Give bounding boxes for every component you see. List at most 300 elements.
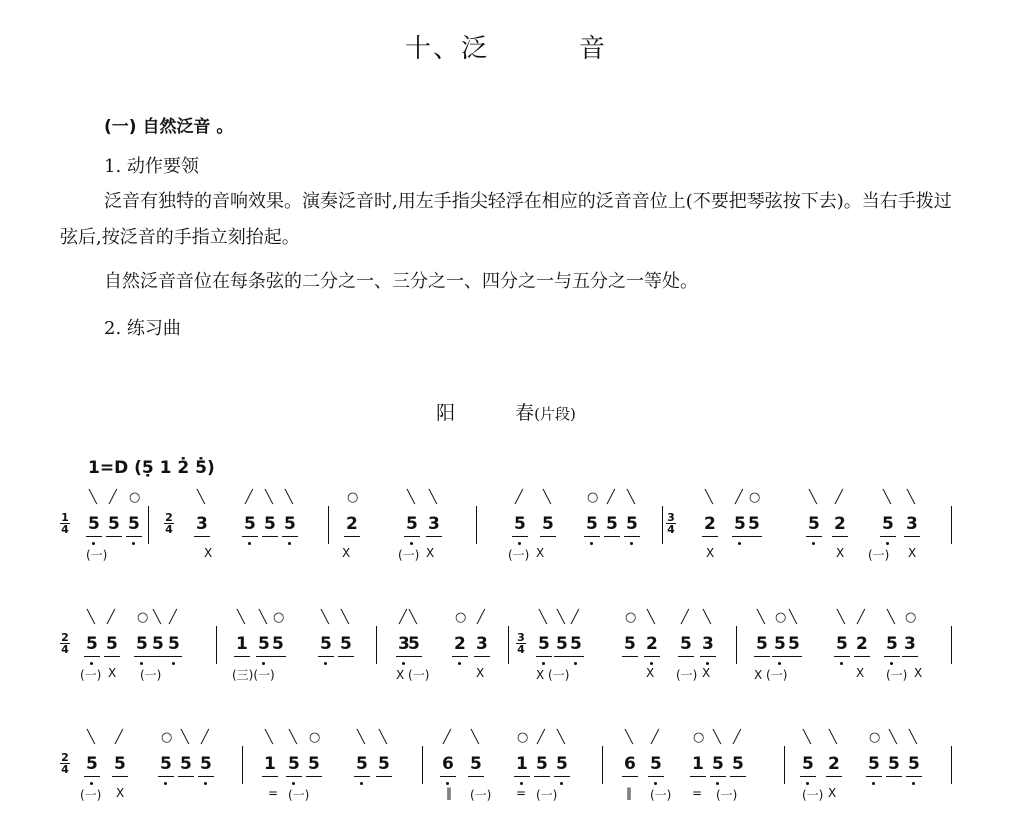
bar-line xyxy=(476,506,477,544)
articulation-mark: ╱ xyxy=(399,610,407,625)
articulation-mark: ╱ xyxy=(443,730,451,745)
technique-mark: X xyxy=(908,546,917,560)
articulation-mark: ○ xyxy=(309,730,321,745)
technique-mark: (一) xyxy=(716,788,738,802)
note: 5 xyxy=(288,754,300,774)
articulation-mark: ╱ xyxy=(169,610,177,625)
bar-line xyxy=(951,506,952,544)
articulation-mark: ╱ xyxy=(515,490,523,505)
articulation-mark: ╱ xyxy=(651,730,659,745)
underline xyxy=(86,536,102,537)
underline xyxy=(754,656,770,657)
technique-mark: (一) xyxy=(650,788,672,802)
articulation-mark: ╲ xyxy=(883,490,891,505)
articulation-mark: ○ xyxy=(749,490,761,505)
articulation-mark: ╲ xyxy=(407,490,415,505)
underline xyxy=(644,656,660,657)
technique-mark: X (一) xyxy=(536,668,570,682)
underline xyxy=(700,656,716,657)
octave-dot xyxy=(262,662,265,665)
articulation-mark: ╱ xyxy=(245,490,253,505)
octave-dot xyxy=(360,782,363,785)
note: 5 xyxy=(108,514,120,534)
note: 2 xyxy=(454,634,466,654)
note: 5 xyxy=(168,634,180,654)
note: 3 xyxy=(428,514,440,534)
articulation-mark: ╲ xyxy=(907,490,915,505)
underline xyxy=(800,776,816,777)
octave-dot xyxy=(806,782,809,785)
technique-mark: X xyxy=(204,546,213,560)
underline xyxy=(474,656,490,657)
note: 5 xyxy=(586,514,598,534)
octave-dot xyxy=(132,542,135,545)
underline xyxy=(134,656,150,657)
item-heading-2: 2. 练习曲 xyxy=(104,318,181,339)
technique-mark: (一) xyxy=(886,668,908,682)
technique-mark: (一) xyxy=(470,788,492,802)
underline xyxy=(106,536,122,537)
note: 5 xyxy=(136,634,148,654)
articulation-mark: ╲ xyxy=(647,610,655,625)
underline xyxy=(468,776,484,777)
note: 2 xyxy=(646,634,658,654)
technique-mark: (一) xyxy=(868,548,890,562)
octave-dot xyxy=(590,542,593,545)
technique-mark: X xyxy=(836,546,845,560)
octave-dot xyxy=(738,542,741,545)
articulation-mark: ○ xyxy=(587,490,599,505)
note: 5 xyxy=(378,754,390,774)
underline xyxy=(452,656,468,657)
articulation-mark: ╲ xyxy=(837,610,845,625)
octave-dot xyxy=(840,662,843,665)
articulation-mark: ╱ xyxy=(107,610,115,625)
bar-line xyxy=(216,626,217,664)
underline xyxy=(242,536,258,537)
technique-mark: X xyxy=(476,666,485,680)
technique-mark: (一) xyxy=(80,788,102,802)
articulation-mark: ╲ xyxy=(357,730,365,745)
articulation-mark: ╲ xyxy=(539,610,547,625)
note: 5 xyxy=(536,754,548,774)
underline xyxy=(150,656,166,657)
underline xyxy=(554,776,570,777)
bar-line xyxy=(784,746,785,784)
underline xyxy=(826,776,842,777)
articulation-mark: ╲ xyxy=(87,730,95,745)
note: 5 xyxy=(340,634,352,654)
piece-title: 阳 春(片段) xyxy=(436,402,576,424)
technique-mark: X xyxy=(108,666,117,680)
bar-line xyxy=(736,626,737,664)
underline xyxy=(786,656,802,657)
paragraph-2: 自然泛音音位在每条弦的二分之一、三分之一、四分之一与五分之一等处。 xyxy=(104,271,698,292)
octave-dot xyxy=(520,782,523,785)
articulation-mark: ╲ xyxy=(153,610,161,625)
underline xyxy=(702,536,718,537)
octave-dot xyxy=(630,542,633,545)
note: 5 xyxy=(114,754,126,774)
articulation-mark: ╲ xyxy=(803,730,811,745)
note: 5 xyxy=(356,754,368,774)
note: 2 xyxy=(828,754,840,774)
articulation-mark: ○ xyxy=(517,730,529,745)
articulation-mark: ╱ xyxy=(109,490,117,505)
underline xyxy=(426,536,442,537)
octave-dot xyxy=(140,662,143,665)
note: 1 xyxy=(516,754,528,774)
note: 5 xyxy=(556,754,568,774)
underline xyxy=(568,656,584,657)
bar-line xyxy=(602,746,603,784)
underline xyxy=(880,536,896,537)
bar-line xyxy=(951,626,952,664)
underline xyxy=(624,536,640,537)
octave-dot xyxy=(650,662,653,665)
underline xyxy=(344,536,360,537)
articulation-mark: ╲ xyxy=(471,730,479,745)
articulation-mark: ╱ xyxy=(835,490,843,505)
note: 5 xyxy=(836,634,848,654)
technique-mark: X xyxy=(426,546,435,560)
articulation-mark: ╲ xyxy=(887,610,895,625)
articulation-mark: ╲ xyxy=(197,490,205,505)
underline xyxy=(198,776,214,777)
note: 5 xyxy=(406,514,418,534)
note: 5 xyxy=(106,634,118,654)
articulation-mark: ╲ xyxy=(181,730,189,745)
time-signature: 3 4 xyxy=(667,511,675,536)
octave-dot xyxy=(542,662,545,665)
octave-dot xyxy=(248,542,251,545)
articulation-mark: ╱ xyxy=(201,730,209,745)
underline xyxy=(884,656,900,657)
note: 5 xyxy=(264,514,276,534)
note: 5 xyxy=(556,634,568,654)
articulation-mark: ╲ xyxy=(625,730,633,745)
underline xyxy=(286,776,302,777)
underline xyxy=(904,536,920,537)
time-signature: 3 4 xyxy=(517,631,525,656)
octave-dot xyxy=(90,662,93,665)
articulation-mark: ╲ xyxy=(557,730,565,745)
technique-mark: ‖ xyxy=(446,786,452,800)
underline xyxy=(854,656,870,657)
underline xyxy=(832,536,848,537)
note: 5 xyxy=(86,754,98,774)
underline xyxy=(270,656,286,657)
articulation-mark: ╲ xyxy=(789,610,797,625)
underline xyxy=(112,776,128,777)
articulation-mark: ○ xyxy=(869,730,881,745)
underline xyxy=(678,656,694,657)
underline xyxy=(376,776,392,777)
note: 5 xyxy=(748,514,760,534)
section-heading: (一) 自然泛音 。 xyxy=(104,117,234,137)
item-heading-1: 1. 动作要领 xyxy=(104,156,199,177)
note: 5 xyxy=(538,634,550,654)
paragraph-1: 泛音有独特的音响效果。演奏泛音时,用左手指尖轻浮在相应的泛音音位上(不要把琴弦按下去)。当右手拨过弦后,按泛音的手指立刻抬起。 xyxy=(60,191,952,248)
articulation-mark: ╲ xyxy=(703,610,711,625)
note: 5 xyxy=(626,514,638,534)
articulation-mark: ○ xyxy=(137,610,149,625)
underline xyxy=(604,536,620,537)
underline xyxy=(262,536,278,537)
technique-mark: (一) xyxy=(140,668,162,682)
time-signature: 1 4 xyxy=(61,511,69,536)
note: 5 xyxy=(734,514,746,534)
articulation-mark: ╲ xyxy=(379,730,387,745)
articulation-mark: ╲ xyxy=(757,610,765,625)
octave-dot xyxy=(410,542,413,545)
bar-line xyxy=(376,626,377,664)
underline xyxy=(906,776,922,777)
octave-dot xyxy=(912,782,915,785)
underline xyxy=(158,776,174,777)
underline xyxy=(126,536,142,537)
underline xyxy=(622,656,638,657)
underline xyxy=(690,776,706,777)
articulation-mark: ╱ xyxy=(857,610,865,625)
octave-dot xyxy=(890,662,893,665)
octave-dot xyxy=(812,542,815,545)
technique-mark: X xyxy=(646,666,655,680)
underline xyxy=(318,656,334,657)
technique-mark: X xyxy=(828,786,837,800)
octave-dot xyxy=(204,782,207,785)
underline xyxy=(194,536,210,537)
note: 6 xyxy=(442,754,454,774)
articulation-mark: ╲ xyxy=(713,730,721,745)
note: 5 xyxy=(624,634,636,654)
underline xyxy=(84,776,100,777)
octave-dot xyxy=(778,662,781,665)
articulation-mark: ╱ xyxy=(733,730,741,745)
underline xyxy=(166,656,182,657)
technique-mark: (一) xyxy=(80,668,102,682)
octave-dot xyxy=(706,662,709,665)
bar-line xyxy=(422,746,423,784)
note: 5 xyxy=(284,514,296,534)
articulation-mark: ○ xyxy=(161,730,173,745)
articulation-mark: ○ xyxy=(625,610,637,625)
underline xyxy=(84,656,100,657)
technique-mark: (一) xyxy=(398,548,420,562)
time-signature: 2 4 xyxy=(61,631,69,656)
articulation-mark: ╱ xyxy=(477,610,485,625)
underline xyxy=(354,776,370,777)
underline xyxy=(886,776,902,777)
articulation-mark: ╱ xyxy=(537,730,545,745)
technique-mark: ‖ xyxy=(626,786,632,800)
note: 3 xyxy=(476,634,488,654)
note: 5 xyxy=(886,634,898,654)
articulation-mark: ○ xyxy=(347,490,359,505)
technique-mark: (三)(一) xyxy=(232,668,275,682)
underline xyxy=(746,536,762,537)
bar-line xyxy=(508,626,509,664)
octave-dot xyxy=(872,782,875,785)
underline xyxy=(440,776,456,777)
note: 3 xyxy=(906,514,918,534)
articulation-mark: ╲ xyxy=(285,490,293,505)
note: 5 xyxy=(868,754,880,774)
underline xyxy=(710,776,726,777)
technique-mark: = xyxy=(268,786,279,800)
note: 2 xyxy=(346,514,358,534)
note: 3 xyxy=(904,634,916,654)
technique-mark: X xyxy=(536,546,545,560)
note: 5 xyxy=(756,634,768,654)
octave-dot xyxy=(164,782,167,785)
articulation-mark: ╲ xyxy=(87,610,95,625)
technique-mark: (一) xyxy=(86,548,108,562)
note: 2 xyxy=(704,514,716,534)
note: 5 xyxy=(774,634,786,654)
octave-dot xyxy=(90,782,93,785)
articulation-mark: ╲ xyxy=(259,610,267,625)
octave-dot xyxy=(458,662,461,665)
articulation-mark: ╲ xyxy=(627,490,635,505)
note: 5 xyxy=(180,754,192,774)
technique-mark: (一) xyxy=(802,788,824,802)
underline xyxy=(834,656,850,657)
technique-mark: (一) xyxy=(288,788,310,802)
articulation-mark: ○ xyxy=(129,490,141,505)
articulation-mark: ○ xyxy=(273,610,285,625)
bar-line xyxy=(662,506,663,544)
note: 5 xyxy=(308,754,320,774)
note: 5 xyxy=(128,514,140,534)
note: 5 xyxy=(680,634,692,654)
underline xyxy=(282,536,298,537)
articulation-mark: ╲ xyxy=(265,490,273,505)
technique-mark: X xyxy=(116,786,125,800)
articulation-mark: ╱ xyxy=(571,610,579,625)
underline xyxy=(806,536,822,537)
articulation-mark: ╲ xyxy=(809,490,817,505)
note: 6 xyxy=(624,754,636,774)
note: 5 xyxy=(732,754,744,774)
articulation-mark: ○ xyxy=(775,610,787,625)
note: 1 xyxy=(264,754,276,774)
octave-dot xyxy=(560,782,563,785)
note: 5 xyxy=(514,514,526,534)
octave-dot xyxy=(172,662,175,665)
technique-mark: X xyxy=(702,666,711,680)
underline xyxy=(306,776,322,777)
octave-dot xyxy=(574,662,577,665)
underline xyxy=(536,656,552,657)
note: 5 xyxy=(802,754,814,774)
octave-dot xyxy=(886,542,889,545)
note: 5 xyxy=(888,754,900,774)
note: 5 xyxy=(470,754,482,774)
underline xyxy=(648,776,664,777)
note: 5 xyxy=(88,514,100,534)
articulation-mark: ╲ xyxy=(289,730,297,745)
underline xyxy=(234,656,250,657)
underline xyxy=(406,656,422,657)
note: 5 xyxy=(650,754,662,774)
technique-mark: X xyxy=(342,546,351,560)
bar-line xyxy=(148,506,149,544)
bar-line xyxy=(242,746,243,784)
note: 5 xyxy=(320,634,332,654)
articulation-mark: ╲ xyxy=(705,490,713,505)
note: 5 xyxy=(408,634,420,654)
underline xyxy=(338,656,354,657)
note: 5 xyxy=(86,634,98,654)
note: 3 xyxy=(196,514,208,534)
underline xyxy=(866,776,882,777)
octave-dot xyxy=(288,542,291,545)
underline xyxy=(104,656,120,657)
articulation-mark: ╲ xyxy=(429,490,437,505)
technique-mark: X xyxy=(914,666,923,680)
articulation-mark: ╲ xyxy=(409,610,417,625)
key-signature: 1=D (5̣ 1 2̇ 5̇) xyxy=(88,458,215,478)
articulation-mark: ╲ xyxy=(265,730,273,745)
note: 3 xyxy=(702,634,714,654)
articulation-mark: ╲ xyxy=(829,730,837,745)
time-signature: 2 4 xyxy=(61,751,69,776)
bar-line xyxy=(951,746,952,784)
articulation-mark: ╲ xyxy=(543,490,551,505)
octave-dot xyxy=(324,662,327,665)
technique-mark: (一) xyxy=(508,548,530,562)
technique-mark: = xyxy=(516,786,527,800)
articulation-mark: ╲ xyxy=(321,610,329,625)
technique-mark: X xyxy=(856,666,865,680)
underline xyxy=(404,536,420,537)
octave-dot xyxy=(92,542,95,545)
underline xyxy=(730,776,746,777)
articulation-mark: ○ xyxy=(905,610,917,625)
articulation-mark: ╲ xyxy=(341,610,349,625)
technique-mark: X (一) xyxy=(396,668,430,682)
underline xyxy=(514,776,530,777)
underline xyxy=(178,776,194,777)
note: 5 xyxy=(160,754,172,774)
articulation-mark: ╲ xyxy=(89,490,97,505)
articulation-mark: ╱ xyxy=(681,610,689,625)
articulation-mark: ╲ xyxy=(889,730,897,745)
articulation-mark: ╱ xyxy=(115,730,123,745)
octave-dot xyxy=(654,782,657,785)
octave-dot xyxy=(518,542,521,545)
octave-dot xyxy=(446,782,449,785)
note: 5 xyxy=(712,754,724,774)
underline xyxy=(262,776,278,777)
score-row-2 xyxy=(56,604,956,699)
underline xyxy=(540,536,556,537)
note: 1 xyxy=(692,754,704,774)
underline xyxy=(584,536,600,537)
note: 3 xyxy=(398,634,410,654)
articulation-mark: ╲ xyxy=(237,610,245,625)
note: 5 xyxy=(258,634,270,654)
score-row-3 xyxy=(56,724,956,819)
articulation-mark: ╱ xyxy=(607,490,615,505)
note: 5 xyxy=(908,754,920,774)
technique-mark: (一) xyxy=(536,788,558,802)
underline xyxy=(534,776,550,777)
page-title: 十、泛 音 xyxy=(404,34,608,64)
note: 5 xyxy=(200,754,212,774)
note: 5 xyxy=(272,634,284,654)
